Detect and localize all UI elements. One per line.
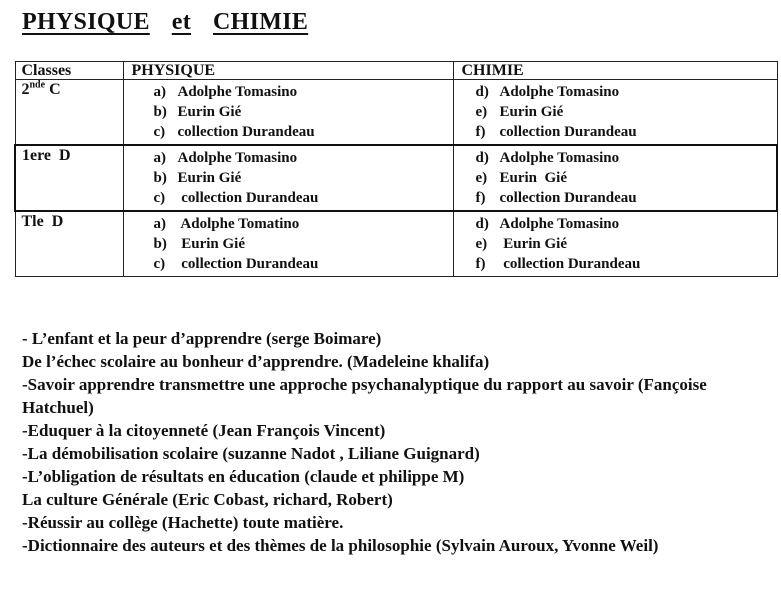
class-label: 2 (21, 81, 30, 98)
header-classes: Classes (15, 62, 123, 80)
class-cell (15, 211, 123, 277)
title-physique: PHYSIQUE (22, 9, 150, 35)
chimie-book-list (454, 146, 777, 210)
table-row (15, 211, 777, 277)
header-physique: PHYSIQUE (123, 62, 453, 80)
list-item: c) collection Durandeau (153, 256, 319, 272)
title-chimie: CHIMIE (213, 9, 309, 35)
list-item: - L’enfant et la peur d’apprendre (serge Boimare) (22, 329, 382, 348)
list-item: d) Adolphe Tomasino (475, 150, 620, 166)
chimie-book-list (454, 212, 777, 276)
table-row (15, 80, 777, 146)
list-item: -Eduquer à la citoyenneté (Jean François Vincent) (22, 421, 386, 440)
list-item: f) collection Durandeau (475, 256, 641, 272)
list-item: b) Eurin Gié (153, 236, 246, 252)
class-cell (15, 145, 123, 211)
textbook-table (14, 61, 778, 277)
class-cell (15, 80, 123, 146)
chimie-book-list (454, 80, 777, 144)
physique-cell (123, 211, 453, 277)
list-item: -Savoir apprendre transmettre une approche psychanalyptique du rapport au savoir (Fançoise Hatchuel) (22, 375, 707, 417)
list-item: a) Adolphe Tomasino (153, 150, 298, 166)
list-item: -Réussir au collège (Hachette) toute matière. (22, 513, 344, 532)
list-item: d) Adolphe Tomasino (475, 84, 620, 100)
list-item: a) Adolphe Tomasino (153, 84, 298, 100)
class-suffix: C (45, 81, 61, 98)
chimie-cell (453, 211, 777, 277)
physique-cell (123, 80, 453, 146)
class-superscript: nde (29, 79, 46, 91)
list-item: b) Eurin Gié (153, 104, 242, 120)
list-item: d) Adolphe Tomasino (475, 216, 620, 232)
list-item: c) collection Durandeau (153, 190, 319, 206)
list-item: f) collection Durandeau (475, 124, 637, 140)
list-item: a) Adolphe Tomatino (153, 216, 300, 232)
list-item: -Dictionnaire des auteurs et des thèmes de la philosophie (Sylvain Auroux, Yvonne Weil) (22, 536, 659, 555)
header-chimie: CHIMIE (453, 62, 777, 80)
physique-cell (123, 145, 453, 211)
physique-book-list (124, 146, 453, 210)
list-item: e) Eurin Gié (475, 104, 564, 120)
physique-book-list (124, 80, 453, 144)
list-item: e) Eurin Gié (475, 170, 568, 186)
list-item: La culture Générale (Eric Cobast, richard, Robert) (22, 490, 393, 509)
list-item: f) collection Durandeau (475, 190, 637, 206)
title-et: et (171, 9, 192, 35)
list-item: -L’obligation de résultats en éducation (claude et philippe M) (22, 467, 465, 486)
table-header-row (15, 62, 777, 80)
list-item: e) Eurin Gié (475, 236, 568, 252)
list-item: De l’échec scolaire au bonheur d’apprendre. (Madeleine khalifa) (22, 352, 490, 371)
reference-list (22, 327, 778, 557)
class-label: 1ere D (22, 147, 71, 164)
list-item: -La démobilisation scolaire (suzanne Nadot , Liliane Guignard) (22, 444, 480, 463)
class-label: Tle D (21, 213, 64, 230)
page-title (22, 9, 308, 36)
table-row (15, 145, 777, 211)
list-item: c) collection Durandeau (153, 124, 315, 140)
chimie-cell (453, 80, 777, 146)
chimie-cell (453, 145, 777, 211)
physique-book-list (124, 212, 453, 276)
list-item: b) Eurin Gié (153, 170, 242, 186)
